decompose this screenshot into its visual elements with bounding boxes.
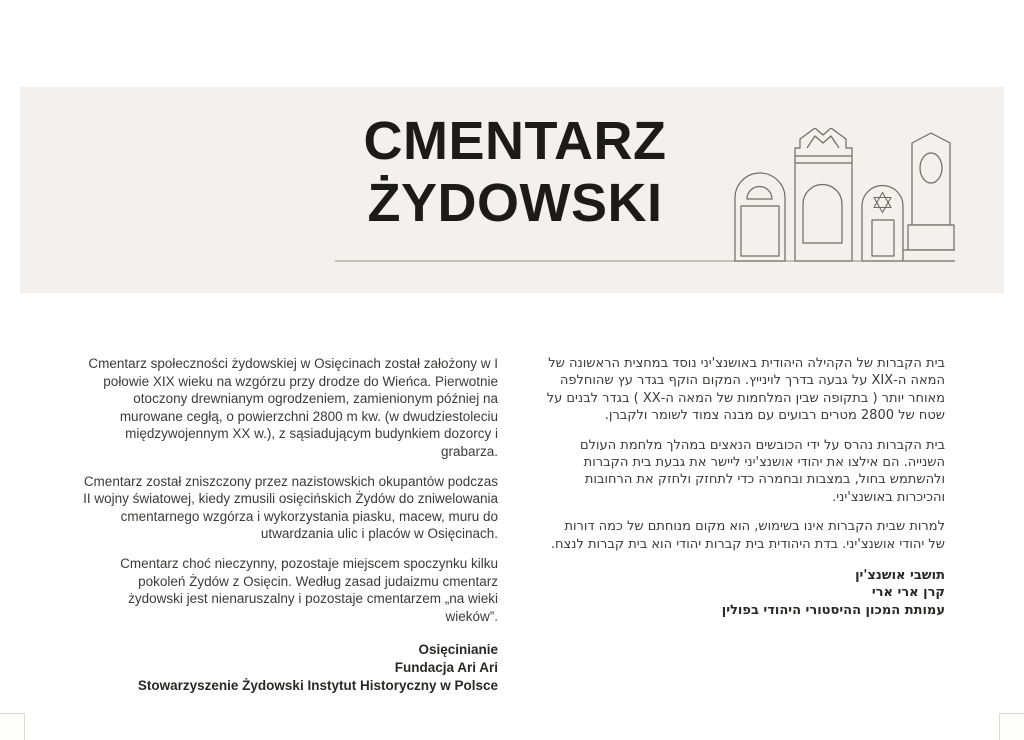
- obelisk-monument-icon: [903, 133, 955, 261]
- matzevah-crown-icon: [795, 128, 852, 261]
- credit-line: קרן ארי ארי: [871, 585, 945, 601]
- hebrew-column: [545, 355, 945, 619]
- polish-credits: [80, 641, 498, 694]
- corner-mark-bottom-right: [999, 713, 1024, 740]
- hebrew-credits: [545, 567, 945, 619]
- polish-paragraph-2: Cmentarz został zniszczony przez nazistowskich okupantów podczas II wojny światowej, kiedy zmusili osięcińskich Żydów do zniwelowania cmentarnego wzgórza i wykorzystania piasku, macew, muru do utwardzania ulic i placów w Osięcinach.: [83, 473, 498, 542]
- matzevah-star-of-david-icon: [862, 186, 903, 262]
- tombstones-illustration: [335, 128, 955, 262]
- credit-line: Stowarzyszenie Żydowski Instytut Historyczny w Polsce: [137, 677, 498, 693]
- page-title-line1: CMENTARZ: [363, 111, 667, 171]
- hebrew-paragraph-2: בית הקברות נהרס על ידי הכובשים הנאצים במהלך מלחמת העולם השנייה. הם אילצו את יהודי אושנצ'יני ליישר את גבעת בית הקברות ולהשתמש בחול, במצבות ובחמרה כדי לתחזק ולחזק את הרחובות והכיכרות באושנצ'יני.: [579, 437, 945, 505]
- page-title-line2: ŻYDOWSKI: [367, 173, 663, 233]
- polish-paragraph-3: Cmentarz choć nieczynny, pozostaje miejscem spoczynku kilku pokoleń Żydów z Osięcin. Według zasad judaizmu cmentarz żydowski jest nienaruszalny i pozostaje cmentarzem „na wieki wieków”.: [120, 555, 498, 624]
- polish-paragraph-1: Cmentarz społeczności żydowskiej w Osięcinach został założony w I połowie XIX wieku na wzgórzu przy drodze do Wieńca. Pierwotnie otoczony drewnianym ogrodzeniem, zamienionym później na murowane cegłą, o powierzchni 2800 m kw. (w dwudziestoleciu międzywojennym XX w.), z sąsiadującym budynkiem dozorcy i grabarza.: [88, 356, 498, 459]
- matzevah-arched-icon: [735, 173, 785, 261]
- credit-line: Osięcinianie: [418, 642, 498, 658]
- corner-mark-bottom-left: [0, 713, 25, 740]
- hebrew-paragraph-1: בית הקברות של הקהילה היהודית באושנצ'יני נוסד במחצית הראשונה של המאה ה-XIX על גבעה בדרך לוינייץ. המקום הוקף בגדר עץ שהוחלפה מאוחר יותר ( בתקופה שבין המלחמות של המאה ה-XX ) בגדר לבנים על שטח של 2800 מטרים רבועים עם מבנה צמוד לשומר ולקברן.: [546, 356, 945, 424]
- polish-column: [80, 355, 498, 694]
- credit-line: Fundacja Ari Ari: [394, 659, 498, 675]
- credit-line: עמותת המכון ההיסטורי היהודי בפולין: [721, 602, 945, 618]
- hebrew-paragraph-3: למרות שבית הקברות אינו בשימוש, הוא מקום מנוחתם של כמה דורות של יהודי אושנצ'יני. בדת היהודית בית קברות יהודי הוא בית קברות לנצח.: [550, 519, 945, 552]
- credit-line: תושבי אושנצ'ין: [855, 568, 945, 584]
